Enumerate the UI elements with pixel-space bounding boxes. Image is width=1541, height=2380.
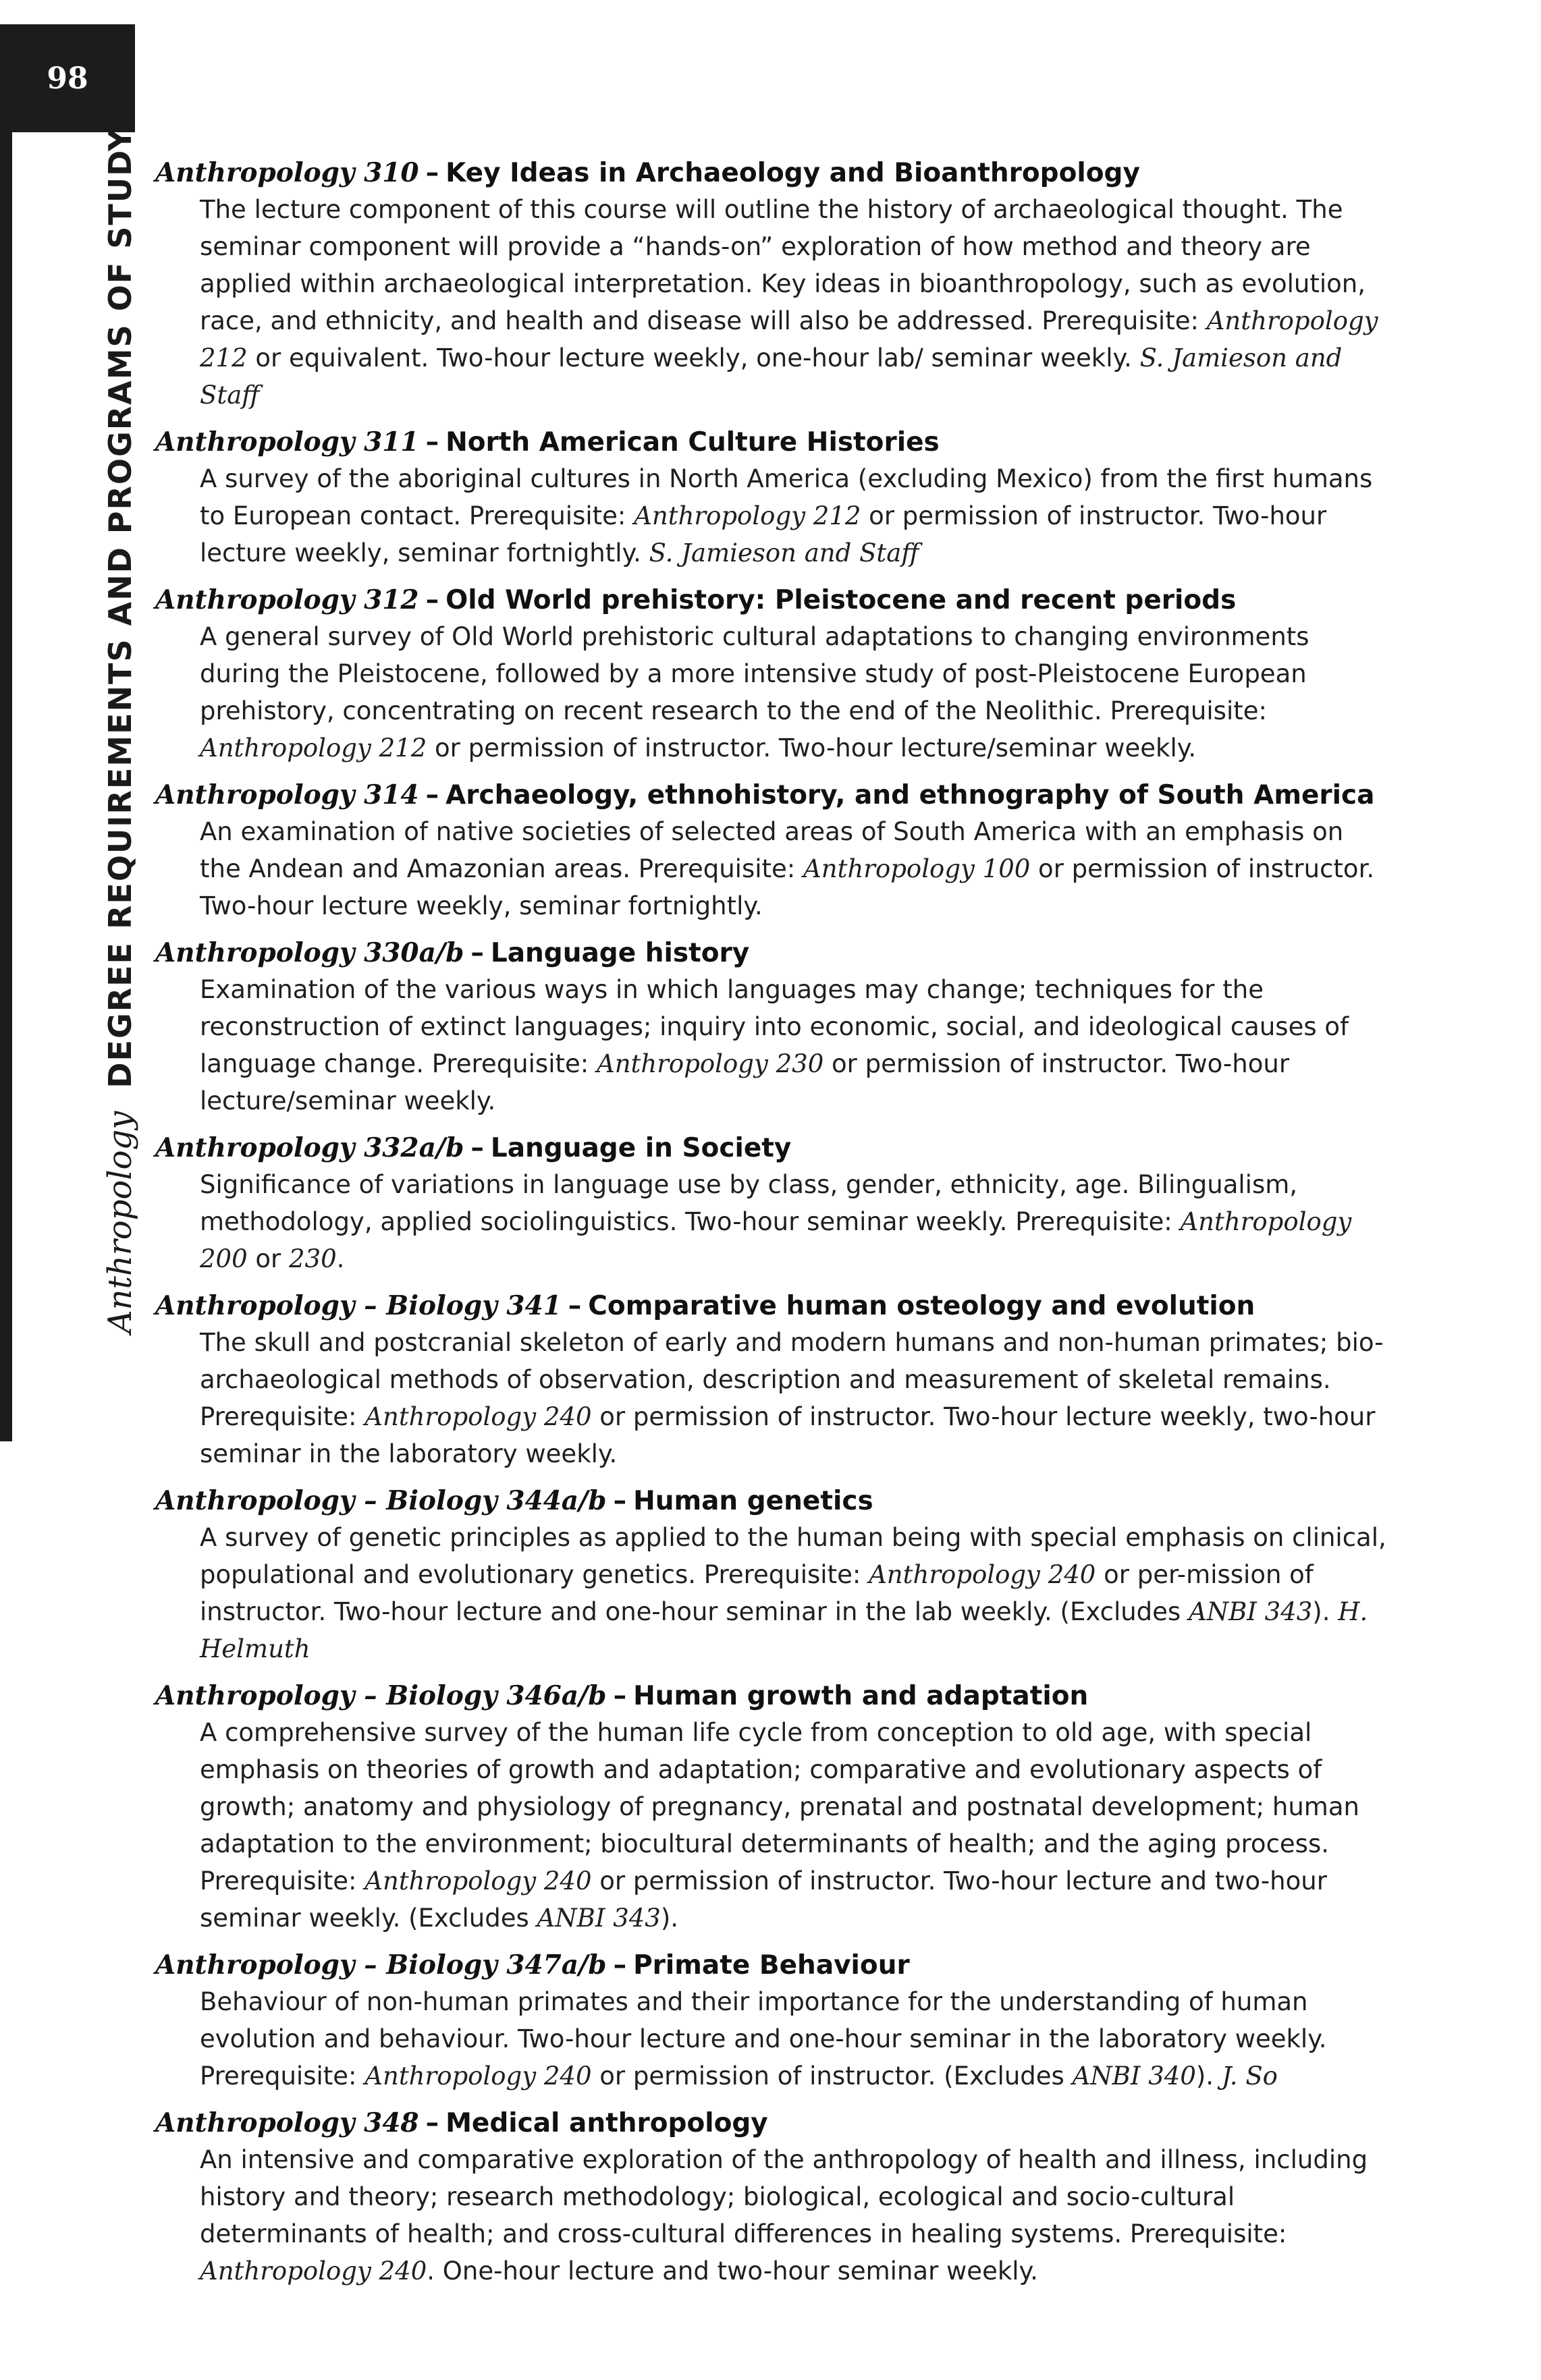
side-title-section: DEGREE REQUIREMENTS AND PROGRAMS OF STUDY [102, 127, 138, 1088]
course-italic-text: Anthropology 240 [364, 1866, 592, 1895]
course-italic-text: S. Jamieson and Staff [200, 343, 1343, 410]
course-text: ). [1312, 1597, 1339, 1626]
course-italic-text: S. Jamieson and Staff [649, 538, 919, 568]
course-description [155, 460, 1390, 572]
course-text: ). [1195, 2061, 1222, 2091]
course-italic-text: H. Helmuth [200, 1597, 1368, 1663]
side-title-department: Anthropology [101, 1111, 139, 1333]
course-code: Anthropology – Biology 341 [155, 1290, 562, 1321]
course-italic-text: Anthropology 100 [803, 854, 1031, 883]
course-title: Comparative human osteology and evolution [588, 1291, 1255, 1321]
page-number: 98 [0, 24, 135, 132]
course-text: or permission of instructor. Two-hour lecture/seminar weekly. [427, 734, 1197, 763]
course-heading [155, 155, 1390, 191]
course-title: Key Ideas in Archaeology and Bioanthropology [445, 158, 1140, 188]
course-description [155, 813, 1390, 924]
course-italic-text: ANBI 343 [537, 1904, 661, 1933]
course-description [155, 1519, 1390, 1667]
course-text: A general survey of Old World prehistoric cultural adaptations to changing environments during the Pleistocene, followed by a more intensive study of post-Pleistocene European prehistory, concentrating on recent research to the end of the Neolithic. Prerequisite: [200, 622, 1309, 725]
course-text: Significance of variations in language use by class, gender, ethnicity, age. Bilingualism, methodology, applied sociolinguistics. Two-hour seminar weekly. Prerequisite: [200, 1170, 1298, 1236]
course-description [155, 618, 1390, 767]
course-separator: – [470, 938, 484, 968]
course-separator: – [425, 158, 439, 188]
course-separator: – [613, 1950, 627, 1981]
course-text: or [247, 1244, 289, 1273]
course-code: Anthropology – Biology 344a/b [155, 1485, 607, 1516]
course-heading [155, 1678, 1390, 1714]
course-text: A survey of genetic principles as applied to the human being with special emphasis on clinical, populational and evolutionary genetics. Prerequisite: [200, 1523, 1386, 1589]
course-code: Anthropology – Biology 347a/b [155, 1949, 607, 1981]
course-text: or equivalent. Two-hour lecture weekly, one-hour lab/ seminar weekly. [247, 343, 1140, 372]
course-italic-text: ANBI 340 [1072, 2061, 1196, 2091]
course-description [155, 191, 1390, 414]
course-italic-text: Anthropology 212 [200, 306, 1378, 372]
course-entry [155, 1483, 1390, 1667]
course-separator: – [425, 427, 439, 458]
course-heading [155, 935, 1390, 971]
course-title: Human growth and adaptation [633, 1681, 1089, 1711]
course-italic-text: Anthropology 212 [634, 501, 861, 530]
course-text: . [336, 1244, 345, 1273]
course-title: Human genetics [633, 1486, 873, 1516]
course-text: Examination of the various ways in which languages may change; techniques for the reconstruction of extinct languages; inquiry into economic, social, and ideological causes of language change. Prerequisite: [200, 975, 1349, 1078]
course-italic-text: Anthropology 240 [200, 2257, 427, 2286]
course-title: North American Culture Histories [445, 427, 940, 458]
course-description [155, 1166, 1390, 1277]
course-heading [155, 2105, 1390, 2141]
course-italic-text: Anthropology 240 [869, 1560, 1096, 1589]
course-italic-text: Anthropology 200 [200, 1207, 1352, 1273]
course-heading [155, 1130, 1390, 1166]
course-italic-text: Anthropology 230 [596, 1049, 824, 1078]
course-title: Language in Society [490, 1133, 792, 1163]
course-text: An examination of native societies of selected areas of South America with an emphasis on the Andean and Amazonian areas. Prerequisite: [200, 817, 1344, 883]
course-italic-text: J. So [1221, 2061, 1278, 2091]
course-title: Medical anthropology [445, 2108, 768, 2138]
course-heading [155, 1288, 1390, 1324]
course-description [155, 971, 1390, 1119]
course-title: Archaeology, ethnohistory, and ethnography of South America [445, 780, 1375, 810]
course-entry [155, 1130, 1390, 1277]
course-text: or permission of instructor. Two-hour lecture weekly, seminar fortnightly. [200, 854, 1375, 920]
course-text: or permission of instructor. Two-hour lecture/seminar weekly. [200, 1049, 1290, 1115]
course-separator: – [613, 1681, 627, 1711]
course-italic-text: Anthropology 240 [364, 2061, 592, 2091]
course-text: The lecture component of this course will outline the history of archaeological thought. The seminar component will provide a “hands-on” exploration of how method and theory are applied within archaeological interpretation. Key ideas in bioanthropology, such as evolution, race, and ethnicity, and health and disease will also be addressed. Prerequisite: [200, 195, 1366, 335]
course-description [155, 1324, 1390, 1472]
course-entry [155, 935, 1390, 1119]
course-text: A comprehensive survey of the human life cycle from conception to old age, with special emphasis on theories of growth and adaptation; comparative and evolutionary aspects of growth; anatomy and physiology of pregnancy, prenatal and postnatal development; human adaptation to the environment; biocultural determinants of health; and the aging process. Prerequisite: [200, 1718, 1359, 1895]
course-heading [155, 582, 1390, 618]
course-title: Old World prehistory: Pleistocene and recent periods [445, 585, 1237, 615]
course-description [155, 1714, 1390, 1937]
course-heading [155, 1483, 1390, 1519]
course-separator: – [425, 585, 439, 615]
course-code: Anthropology – Biology 346a/b [155, 1680, 607, 1711]
course-separator: – [470, 1133, 484, 1163]
course-text: or permission of instructor. (Excludes [591, 2061, 1073, 2091]
course-description [155, 2141, 1390, 2290]
course-code: Anthropology 312 [155, 584, 419, 615]
course-heading [155, 1947, 1390, 1983]
course-description [155, 1983, 1390, 2095]
course-separator: – [425, 780, 439, 810]
course-separator: – [425, 2108, 439, 2138]
course-text: Behaviour of non-human primates and their importance for the understanding of human evolution and behaviour. Two-hour lecture and one-hour seminar in the laboratory weekly. Prerequisite: [200, 1987, 1327, 2091]
course-list [155, 155, 1390, 2300]
course-code: Anthropology 330a/b [155, 937, 464, 968]
course-code: Anthropology 310 [155, 157, 419, 188]
course-code: Anthropology 332a/b [155, 1132, 464, 1163]
course-text: The skull and postcranial skeleton of early and modern humans and non-human primates; bio-archaeological methods of observation, description and measurement of skeletal remains. Prerequisite: [200, 1328, 1384, 1431]
course-entry [155, 2105, 1390, 2290]
course-text: or permission of instructor. Two-hour lecture weekly, seminar fortnightly. [200, 501, 1327, 568]
side-title [0, 127, 139, 1333]
course-entry [155, 777, 1390, 924]
course-separator: – [613, 1486, 627, 1516]
course-heading [155, 424, 1390, 460]
course-title: Primate Behaviour [633, 1950, 910, 1981]
course-entry [155, 424, 1390, 572]
course-entry [155, 582, 1390, 767]
course-code: Anthropology 348 [155, 2107, 419, 2138]
course-entry [155, 1947, 1390, 2095]
course-code: Anthropology 311 [155, 426, 419, 458]
course-heading [155, 777, 1390, 813]
course-text: or permission of instructor. Two-hour lecture and two-hour seminar weekly. (Excludes [200, 1866, 1327, 1933]
course-entry [155, 1288, 1390, 1472]
course-text: or per-mission of instructor. Two-hour lecture and one-hour seminar in the lab weekly. (Excludes [200, 1560, 1314, 1626]
course-text: An intensive and comparative exploration of the anthropology of health and illness, including history and theory; research methodology; biological, ecological and socio-cultural determinants of health; and cross-cultural differences in healing systems. Prerequisite: [200, 2145, 1368, 2248]
course-italic-text: Anthropology 212 [200, 734, 427, 763]
course-text: A survey of the aboriginal cultures in North America (excluding Mexico) from the first humans to European contact. Prerequisite: [200, 464, 1373, 530]
course-text: or permission of instructor. Two-hour lecture weekly, two-hour seminar in the laboratory weekly. [200, 1402, 1376, 1468]
course-text: . One-hour lecture and two-hour seminar weekly. [427, 2257, 1038, 2286]
course-entry [155, 155, 1390, 414]
course-italic-text: Anthropology 240 [364, 1402, 592, 1431]
course-title: Language history [490, 938, 750, 968]
course-text: ). [660, 1904, 679, 1933]
course-italic-text: 230 [289, 1244, 337, 1273]
course-code: Anthropology 314 [155, 779, 419, 810]
course-separator: – [568, 1291, 582, 1321]
course-entry [155, 1678, 1390, 1937]
course-italic-text: ANBI 343 [1188, 1597, 1313, 1626]
